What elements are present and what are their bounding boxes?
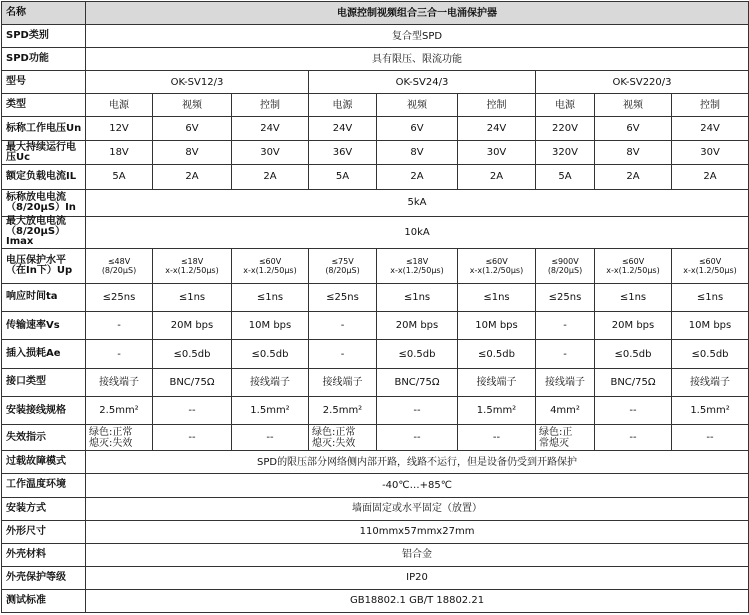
model-name: OK-SV12/3 [86, 71, 309, 94]
value-cell: 2A [153, 165, 232, 189]
value-cell: 320V [536, 141, 595, 165]
value-cell: 电源 [309, 94, 377, 117]
value-cell: 5A [536, 165, 595, 189]
row-un [2, 117, 749, 141]
value-cell: 10M bps [232, 312, 309, 340]
row-value: 墙面固定或水平固定（放置） [86, 497, 749, 520]
value-cell: 2A [458, 165, 536, 189]
fault-indicator-line: -- [266, 432, 274, 444]
up-value-line: x-x(1.2/50μs) [683, 266, 737, 276]
row-value: SPD的限压部分网络侧内部开路，线路不运行，但是设备仍受到开路保护 [86, 451, 749, 474]
title-label: 名称 [2, 2, 86, 25]
value-cell: 接线端子 [86, 368, 153, 396]
row-label: 外形尺寸 [2, 520, 86, 543]
value-cell: 220V [536, 117, 595, 141]
value-cell: ≤1ns [458, 283, 536, 311]
value-cell: ≤0.5db [458, 340, 536, 368]
value-cell: BNC/75Ω [595, 368, 672, 396]
up-value-line: x-x(1.2/50μs) [390, 266, 444, 276]
row-label: 插入损耗Ae [2, 340, 86, 368]
row-label: 安装接线规格 [2, 396, 86, 424]
up-value [153, 249, 232, 284]
value-cell: 6V [377, 117, 458, 141]
value-cell: 2A [377, 165, 458, 189]
value-cell: 8V [153, 141, 232, 165]
value-cell: 电源 [86, 94, 153, 117]
row-ta [2, 283, 749, 311]
value-cell: - [86, 312, 153, 340]
fault-indicator [153, 425, 232, 451]
value-cell: ≤25ns [309, 283, 377, 311]
up-value [309, 249, 377, 284]
row-label: 工作温度环境 [2, 474, 86, 497]
value-cell: 接线端子 [232, 368, 309, 396]
value-cell: 6V [153, 117, 232, 141]
fault-indicator [377, 425, 458, 451]
up-value-line: ≤60V [621, 257, 645, 267]
value-cell: - [86, 340, 153, 368]
row-value: 5kA [86, 189, 749, 216]
row-label: SPD类别 [2, 25, 86, 48]
value-cell: 4mm² [536, 396, 595, 424]
row-value: 10kA [86, 216, 749, 248]
value-cell: ≤0.5db [153, 340, 232, 368]
up-value [86, 249, 153, 284]
value-cell: - [536, 340, 595, 368]
row-value: 110mmx57mmx27mm [86, 520, 749, 543]
value-cell: ≤0.5db [672, 340, 749, 368]
fault-indicator-line: -- [629, 432, 637, 444]
value-cell: 接线端子 [458, 368, 536, 396]
fault-indicator-line: 绿色:正常 [89, 426, 133, 438]
value-cell: ≤1ns [232, 283, 309, 311]
fault-indicator-line: 绿色:正 [539, 426, 573, 438]
value-cell: 视频 [595, 94, 672, 117]
value-cell: ≤25ns [86, 283, 153, 311]
value-cell: 2A [232, 165, 309, 189]
value-cell: 24V [458, 117, 536, 141]
value-cell: 24V [309, 117, 377, 141]
row-label: 类型 [2, 94, 86, 117]
row-label: 型号 [2, 71, 86, 94]
up-value-line: (8/20μS) [547, 266, 583, 276]
up-value [536, 249, 595, 284]
value-cell: -- [377, 396, 458, 424]
value-cell: ≤1ns [672, 283, 749, 311]
row-imax [2, 216, 749, 248]
value-cell: 视频 [153, 94, 232, 117]
up-value-line: ≤60V [698, 257, 722, 267]
value-cell: 1.5mm² [672, 396, 749, 424]
row-ae [2, 340, 749, 368]
row-value: GB18802.1 GB/T 18802.21 [86, 589, 749, 612]
up-value [232, 249, 309, 284]
value-cell: ≤0.5db [377, 340, 458, 368]
row-label: SPD功能 [2, 48, 86, 71]
row-value: 复合型SPD [86, 25, 749, 48]
up-value-line: ≤900V [551, 257, 579, 267]
value-cell: 30V [232, 141, 309, 165]
row-up [2, 249, 749, 284]
row-type_row [2, 94, 749, 117]
value-cell: BNC/75Ω [377, 368, 458, 396]
row-in [2, 189, 749, 216]
value-cell: 接线端子 [309, 368, 377, 396]
value-cell: 30V [672, 141, 749, 165]
value-cell: - [309, 340, 377, 368]
fault-indicator [458, 425, 536, 451]
row-value: IP20 [86, 566, 749, 589]
row-material [2, 543, 749, 566]
fault-indicator-line: 常熄灭 [539, 437, 569, 449]
up-value-line: ≤60V [485, 257, 508, 267]
row-spd_function [2, 48, 749, 71]
up-value-line: x-x(1.2/50μs) [469, 266, 524, 276]
row-label: 外壳材料 [2, 543, 86, 566]
row-overload [2, 451, 749, 474]
row-install [2, 497, 749, 520]
row-value: 铝合金 [86, 543, 749, 566]
row-temp [2, 474, 749, 497]
fault-indicator-line: -- [706, 432, 714, 444]
value-cell: 控制 [672, 94, 749, 117]
up-value-line: ≤18V [405, 257, 429, 267]
value-cell: 20M bps [595, 312, 672, 340]
row-label: 外壳保护等级 [2, 566, 86, 589]
value-cell: 1.5mm² [232, 396, 309, 424]
value-cell: 20M bps [153, 312, 232, 340]
value-cell: 10M bps [672, 312, 749, 340]
value-cell: 30V [458, 141, 536, 165]
row-label: 响应时间ta [2, 283, 86, 311]
title-value: 电源控制视频组合三合一电涌保护器 [86, 2, 749, 25]
value-cell: -- [153, 396, 232, 424]
value-cell: 视频 [377, 94, 458, 117]
value-cell: 电源 [536, 94, 595, 117]
up-value [595, 249, 672, 284]
fault-indicator [309, 425, 377, 451]
fault-indicator-line: 熄灭:失效 [312, 437, 356, 449]
fault-indicator [86, 425, 153, 451]
value-cell: - [536, 312, 595, 340]
value-cell: 24V [672, 117, 749, 141]
title-row [2, 2, 749, 25]
row-label: 失效指示 [2, 425, 86, 451]
up-value-line: ≤60V [258, 257, 282, 267]
row-spd_type [2, 25, 749, 48]
value-cell: 2A [595, 165, 672, 189]
row-label: 接口类型 [2, 368, 86, 396]
up-value-line: (8/20μS) [101, 266, 137, 276]
spec-table-body [2, 2, 749, 613]
fault-indicator-line: -- [492, 432, 501, 444]
value-cell: 10M bps [458, 312, 536, 340]
row-port [2, 368, 749, 396]
row-label: 电压保护水平（在In下）Up [2, 249, 86, 284]
value-cell: 18V [86, 141, 153, 165]
row-fault [2, 425, 749, 451]
value-cell: 5A [309, 165, 377, 189]
row-ip [2, 566, 749, 589]
value-cell: ≤1ns [377, 283, 458, 311]
row-il [2, 165, 749, 189]
spec-table [1, 1, 749, 613]
up-value-line: x-x(1.2/50μs) [243, 266, 297, 276]
row-label: 额定负载电流IL [2, 165, 86, 189]
value-cell: 2.5mm² [309, 396, 377, 424]
up-value-line: x-x(1.2/50μs) [606, 266, 660, 276]
value-cell: 36V [309, 141, 377, 165]
value-cell: 接线端子 [536, 368, 595, 396]
value-cell: ≤0.5db [232, 340, 309, 368]
row-label: 最大放电电流（8/20μS）Imax [2, 216, 86, 248]
value-cell: 8V [377, 141, 458, 165]
value-cell: 12V [86, 117, 153, 141]
fault-indicator [672, 425, 749, 451]
row-value: -40℃…+85℃ [86, 474, 749, 497]
row-label: 安装方式 [2, 497, 86, 520]
model-name: OK-SV24/3 [309, 71, 536, 94]
value-cell: ≤1ns [153, 283, 232, 311]
value-cell: 控制 [458, 94, 536, 117]
value-cell: 8V [595, 141, 672, 165]
fault-indicator [232, 425, 309, 451]
up-value-line: ≤18V [180, 257, 204, 267]
value-cell: -- [595, 396, 672, 424]
up-value [377, 249, 458, 284]
fault-indicator [595, 425, 672, 451]
model-name: OK-SV220/3 [536, 71, 749, 94]
row-label: 最大持续运行电压Uc [2, 141, 86, 165]
value-cell: 20M bps [377, 312, 458, 340]
up-value-line: (8/20μS) [325, 266, 360, 276]
row-label: 传输速率Vs [2, 312, 86, 340]
value-cell: 控制 [232, 94, 309, 117]
value-cell: - [309, 312, 377, 340]
up-value-line: x-x(1.2/50μs) [165, 266, 219, 276]
value-cell: 2.5mm² [86, 396, 153, 424]
value-cell: ≤0.5db [595, 340, 672, 368]
value-cell: 1.5mm² [458, 396, 536, 424]
fault-indicator-line: -- [188, 432, 196, 444]
fault-indicator [536, 425, 595, 451]
row-vs [2, 312, 749, 340]
row-size [2, 520, 749, 543]
up-value-line: ≤75V [331, 257, 354, 267]
row-label: 标称工作电压Un [2, 117, 86, 141]
value-cell: ≤25ns [536, 283, 595, 311]
up-value [672, 249, 749, 284]
row-label: 过载故障模式 [2, 451, 86, 474]
up-value-line: ≤48V [107, 257, 131, 267]
row-uc [2, 141, 749, 165]
fault-indicator-line: 熄灭:失效 [89, 437, 133, 449]
row-label: 测试标准 [2, 589, 86, 612]
row-model [2, 71, 749, 94]
row-wiring [2, 396, 749, 424]
value-cell: 6V [595, 117, 672, 141]
value-cell: ≤1ns [595, 283, 672, 311]
value-cell: 接线端子 [672, 368, 749, 396]
fault-indicator-line: -- [413, 432, 421, 444]
value-cell: BNC/75Ω [153, 368, 232, 396]
row-label: 标称放电电流（8/20μS）In [2, 189, 86, 216]
value-cell: 2A [672, 165, 749, 189]
row-value: 具有限压、限流功能 [86, 48, 749, 71]
value-cell: 24V [232, 117, 309, 141]
value-cell: 5A [86, 165, 153, 189]
up-value [458, 249, 536, 284]
row-standard [2, 589, 749, 612]
fault-indicator-line: 绿色:正常 [312, 426, 356, 438]
